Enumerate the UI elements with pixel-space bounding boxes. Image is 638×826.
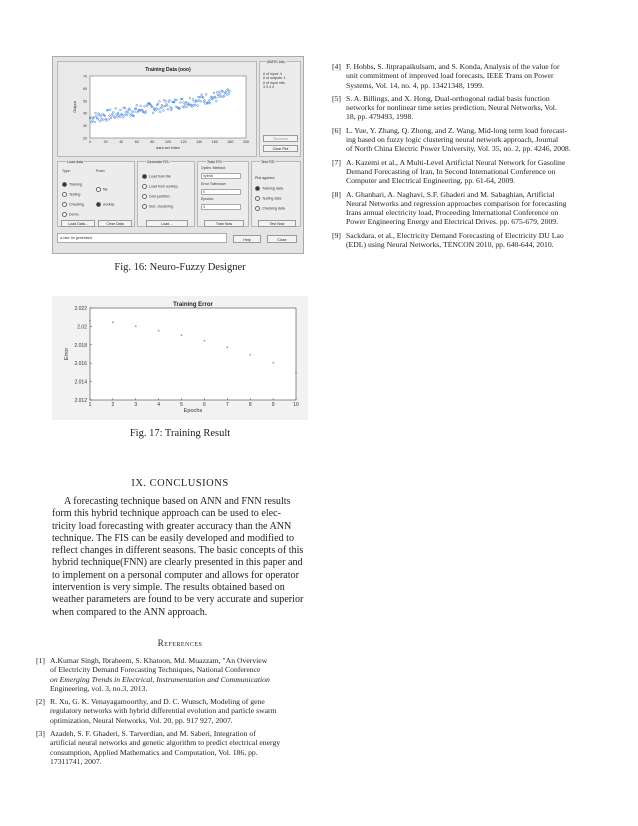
x-tick-label: 60 — [134, 140, 139, 144]
error-point: * — [180, 334, 183, 341]
reference-line: Sackdara, et al., Electricity Demand Forecasting of Electricity DU Lao — [346, 230, 564, 240]
radio-testing[interactable]: Testing — [62, 192, 80, 197]
radio-worksp[interactable]: worksp. — [96, 202, 115, 207]
reference-number: [2] — [36, 697, 45, 707]
test-fis-title: Test FIS — [261, 160, 275, 164]
reference-line: unit commitment of improved load forecasts, IEEE Trans on Power — [346, 71, 554, 81]
x-tick-label: 180 — [227, 140, 234, 144]
structure-button[interactable]: Structure — [263, 135, 298, 142]
reference-line: Power Engineering Energy and Electrical Drives. pp. 675-679, 2009. — [346, 217, 559, 227]
x-tick-label: 8 — [248, 402, 252, 408]
y-tick-label: 2.014 — [74, 379, 87, 386]
load-data-button[interactable]: Load Data... — [61, 220, 95, 227]
radio-checking-data[interactable]: Checking data — [255, 206, 285, 211]
x-tick-label: 1 — [88, 402, 92, 408]
type-label: Type: — [62, 169, 71, 173]
reference-line: of North China Electric Power University, Vol. 35, no. 2, pp. 4246, 2008. — [346, 144, 571, 154]
conclusion-line: reflect changes in different seasons. The basic concepts of this — [52, 545, 304, 557]
y-tick-label: 2.012 — [74, 398, 87, 404]
conclusion-line: technique. The FIS can be easily developed and modified to — [52, 532, 294, 544]
x-tick-label: 9 — [271, 402, 275, 408]
reference-line: S. A. Billings, and X. Hong, Dual-orthogonal radial basis function — [346, 93, 550, 103]
reference-line: A. Ghanhari, A. Naghavi, S.F. Ghaderi and M. Sabaghian, Artificial — [346, 189, 555, 199]
reference-line: A.Kumar Singh, Ibraheem, S. Khatoon, Md. Muazzam, "An Overview — [50, 656, 268, 665]
clear-data-button[interactable]: Clear Data — [98, 220, 132, 227]
reference-item — [332, 158, 602, 186]
epochs-field[interactable]: 3 — [201, 204, 241, 210]
anfis-info-line: # of input: 4 — [263, 72, 282, 76]
reference-line: on Emerging Trends in Electrical, Instrumentation and Communication — [50, 674, 270, 684]
anfis-info-panel — [259, 61, 301, 157]
reference-line: L. Yue, Y. Zhang, Q. Zhong, and Z. Wang, Mid-long term load forecast- — [346, 125, 567, 135]
x-tick-label: 100 — [165, 140, 171, 144]
reference-line: Computer and Electrical Engineering, pp. 61-64, 2009. — [346, 176, 516, 186]
load-data-title: Load data — [67, 160, 83, 164]
reference-line: Systems, Vol. 14, no. 4, pp. 13421348, 1999. — [346, 80, 484, 90]
conclusion-line: when compared to the ANN approach. — [52, 606, 208, 618]
x-tick-label: 40 — [119, 140, 124, 144]
reference-line: consumption, Applied Mathematics and Computation, Vol. 186, pp. — [50, 747, 258, 757]
error-point: * — [249, 353, 252, 360]
chart-axes — [90, 308, 296, 400]
reference-line: Neural Networks and regression approaches comparison for forecasting — [346, 198, 567, 208]
radio-training[interactable]: Training — [62, 182, 82, 187]
reference-line: Engineering, vol. 3, no.3, 2013. — [50, 683, 148, 693]
reference-number: [3] — [36, 729, 45, 739]
training-data-plot-panel — [57, 61, 257, 157]
conclusion-line: hybrid technique(FNN) are clearly presented in this paper and — [52, 557, 303, 569]
reference-number: [7] — [332, 157, 341, 167]
x-tick-label: 80 — [150, 140, 155, 144]
conclusion-line: tricity load forecasting with greater accuracy than the ANN — [52, 520, 292, 532]
y-axis-label: Error — [64, 347, 70, 361]
figure16-caption: Fig. 16: Neuro-Fuzzy Designer — [114, 262, 246, 273]
reference-number: [4] — [332, 62, 341, 71]
x-tick-label: 4 — [157, 402, 161, 408]
reference-line: ing based on fuzzy logic clustering neural network approach, Journal — [346, 135, 559, 145]
x-tick-label: 7 — [225, 402, 229, 408]
plot-title: Training Data (ooo) — [145, 67, 191, 73]
reference-line: F. Hobbs, S. Jitprapaikulsarn, and S. Konda, Analysis of the value for — [346, 62, 560, 71]
reference-item — [332, 62, 602, 90]
from-label: From: — [96, 169, 106, 173]
radio-load-from-worksp[interactable]: Load from worksp. — [142, 184, 179, 189]
reference-item — [332, 231, 602, 250]
anfis-info-line: # of outputs: 1 — [263, 76, 286, 81]
reference-number: [9] — [332, 230, 341, 240]
y-tick-label: 50 — [83, 99, 87, 104]
figure17-caption: Fig. 17: Training Result — [129, 428, 231, 439]
reference-item — [36, 729, 314, 766]
train-now-button[interactable]: Train Now — [204, 220, 244, 227]
reference-line: artificial neural networks and genetic algorithm to predict electrical energy — [50, 738, 281, 748]
reference-line: Demand Forecasting of Iran, In Second International Conference on — [346, 166, 556, 176]
reference-line: optimization, Neural Networks, Vol. 20, pp. 917 927, 2007. — [50, 715, 233, 725]
reference-line: Azadeh, S. F. Ghaderi, S. Tarverdian, and M. Saberi, Integration of — [50, 729, 256, 739]
anfis-info-line: # of input mfs: — [263, 80, 286, 85]
error-point: * — [294, 372, 298, 379]
test-fis-panel — [251, 161, 301, 227]
x-tick-label: 200 — [243, 140, 249, 144]
training-error-chart — [52, 296, 308, 420]
neuro-fuzzy-designer-figure — [52, 56, 304, 254]
y-tick-label: 30 — [83, 124, 87, 129]
reference-number: [5] — [332, 93, 341, 103]
reference-line: A. Kazemi et al., A Multi-Level Artificial Neural Network for Gasoline — [346, 157, 566, 167]
y-tick-label: 2.018 — [74, 342, 87, 349]
clear-plot-button[interactable]: Clear Plot — [263, 145, 298, 152]
x-tick-label: 5 — [180, 402, 183, 408]
radio-load-from-file[interactable]: Load from file — [142, 174, 171, 179]
radio-demo[interactable]: Demo — [62, 212, 79, 217]
radio-checking[interactable]: Checking — [62, 202, 84, 207]
close-button[interactable]: Close — [267, 235, 297, 243]
status-bar: a.xlsx: fis generated — [57, 233, 227, 243]
reference-item — [332, 94, 602, 122]
reference-number: [1] — [36, 656, 45, 665]
train-fis-panel — [197, 161, 249, 227]
error-point: * — [203, 340, 206, 347]
generate-fis-panel — [137, 161, 195, 227]
x-tick-label: 20 — [103, 140, 108, 144]
x-tick-label: 140 — [196, 140, 203, 144]
load-data-panel — [57, 161, 135, 227]
plot-axes — [90, 76, 246, 138]
conclusion-paragraph — [52, 496, 314, 619]
reference-item — [36, 697, 314, 725]
train-fis-title: Train FIS — [207, 160, 222, 164]
radio-testing-data[interactable]: Testing data — [255, 196, 281, 201]
test-now-button[interactable]: Test Now — [258, 220, 296, 227]
error-point: * — [88, 319, 92, 326]
y-tick-label: 40 — [83, 111, 87, 116]
reference-item — [332, 126, 602, 154]
y-tick-label: 70 — [83, 74, 87, 79]
conclusion-line: form this hybrid technique approach can be used to elec- — [52, 508, 281, 520]
anfis-info-line: 3 3 4 4 — [263, 85, 274, 90]
reference-line: 18, pp. 479493, 1998. — [346, 112, 414, 122]
x-axis-label: data set index — [156, 146, 180, 150]
y-tick-label: 2.016 — [74, 361, 87, 368]
error-point: * — [226, 346, 229, 353]
radio-grid-partition[interactable]: Grid partition — [142, 194, 170, 199]
help-button[interactable]: Help — [233, 235, 261, 243]
y-tick-label: 2.022 — [74, 306, 87, 312]
conclusion-line: A forecasting technique based on ANN and FNN results — [64, 496, 291, 507]
anfis-info-lines — [263, 72, 286, 90]
error-tolerance-field[interactable]: 0 — [201, 189, 241, 195]
radio-sub-clustering[interactable]: Sub. clustering — [142, 204, 173, 209]
conclusion-line: weather parameters are found to be very accurate and superior — [52, 594, 304, 606]
reference-line: 17311741, 2007. — [50, 756, 102, 766]
references-title: References — [157, 638, 203, 648]
reference-line: (EDL) using Neural Networks, TENCON 2010, pp. 640-644, 2010. — [346, 240, 554, 250]
conclusion-line: to implement on a personal computer and allows for operator — [52, 569, 299, 581]
x-tick-label: 3 — [134, 402, 138, 408]
conclusion-line: intervention is very simple. The results obtained based on — [52, 582, 285, 594]
x-tick-label: 120 — [180, 140, 187, 144]
generate-fis-title: Generate FIS — [147, 160, 169, 164]
reference-item — [36, 656, 314, 693]
reference-line: Irans annual electricity load, Proceeding International Conference on — [346, 208, 559, 218]
generate-load-button[interactable]: Load ... — [146, 220, 188, 227]
plot-against-label: Plot against: — [255, 176, 275, 180]
reference-line: regulatory networks with hybrid differential evolution and particle swarm — [50, 706, 277, 716]
x-axis-label: Epochs — [183, 408, 203, 414]
reference-number: [6] — [332, 125, 341, 135]
section-heading: IX. CONCLUSIONS — [131, 478, 229, 489]
optim-method-label: Optim. Method: — [201, 166, 226, 170]
radio-file[interactable]: file — [96, 187, 108, 192]
x-tick-label: 0 — [89, 140, 91, 144]
x-tick-label: 160 — [211, 140, 218, 144]
anfis-info-title: ANFIS Info. — [267, 60, 286, 64]
reference-line: R. Xu, G. K. Venayagamoorthy, and D. C. Wunsch, Modeling of gene — [50, 697, 265, 707]
y-axis-label: Output — [73, 101, 77, 113]
training-data-plot — [58, 62, 256, 156]
error-tolerance-label: Error Tolerance: — [201, 182, 227, 186]
radio-training-data[interactable]: Training data — [255, 186, 283, 191]
y-tick-label: 2.02 — [77, 324, 87, 331]
y-tick-label: 60 — [83, 86, 87, 91]
reference-line: of Electricity Demand Forecasting Techniques, National Conference — [50, 665, 261, 675]
x-tick-label: 6 — [203, 402, 206, 408]
reference-line: networks for nonlinear time series prediction, Neural Networks, Vol. — [346, 103, 557, 113]
reference-number: [8] — [332, 189, 341, 199]
epochs-label: Epochs: — [201, 197, 214, 201]
y-tick-label: 20 — [83, 136, 87, 141]
optim-method-select[interactable]: hybrid — [201, 173, 241, 179]
reference-item — [332, 190, 602, 227]
chart-title: Training Error — [173, 302, 213, 308]
error-point: * — [271, 362, 275, 369]
error-point: * — [111, 321, 115, 328]
error-point: * — [134, 325, 137, 332]
x-tick-label: 2 — [111, 402, 115, 408]
x-tick-label: 10 — [293, 402, 299, 408]
error-point: * — [157, 329, 160, 336]
